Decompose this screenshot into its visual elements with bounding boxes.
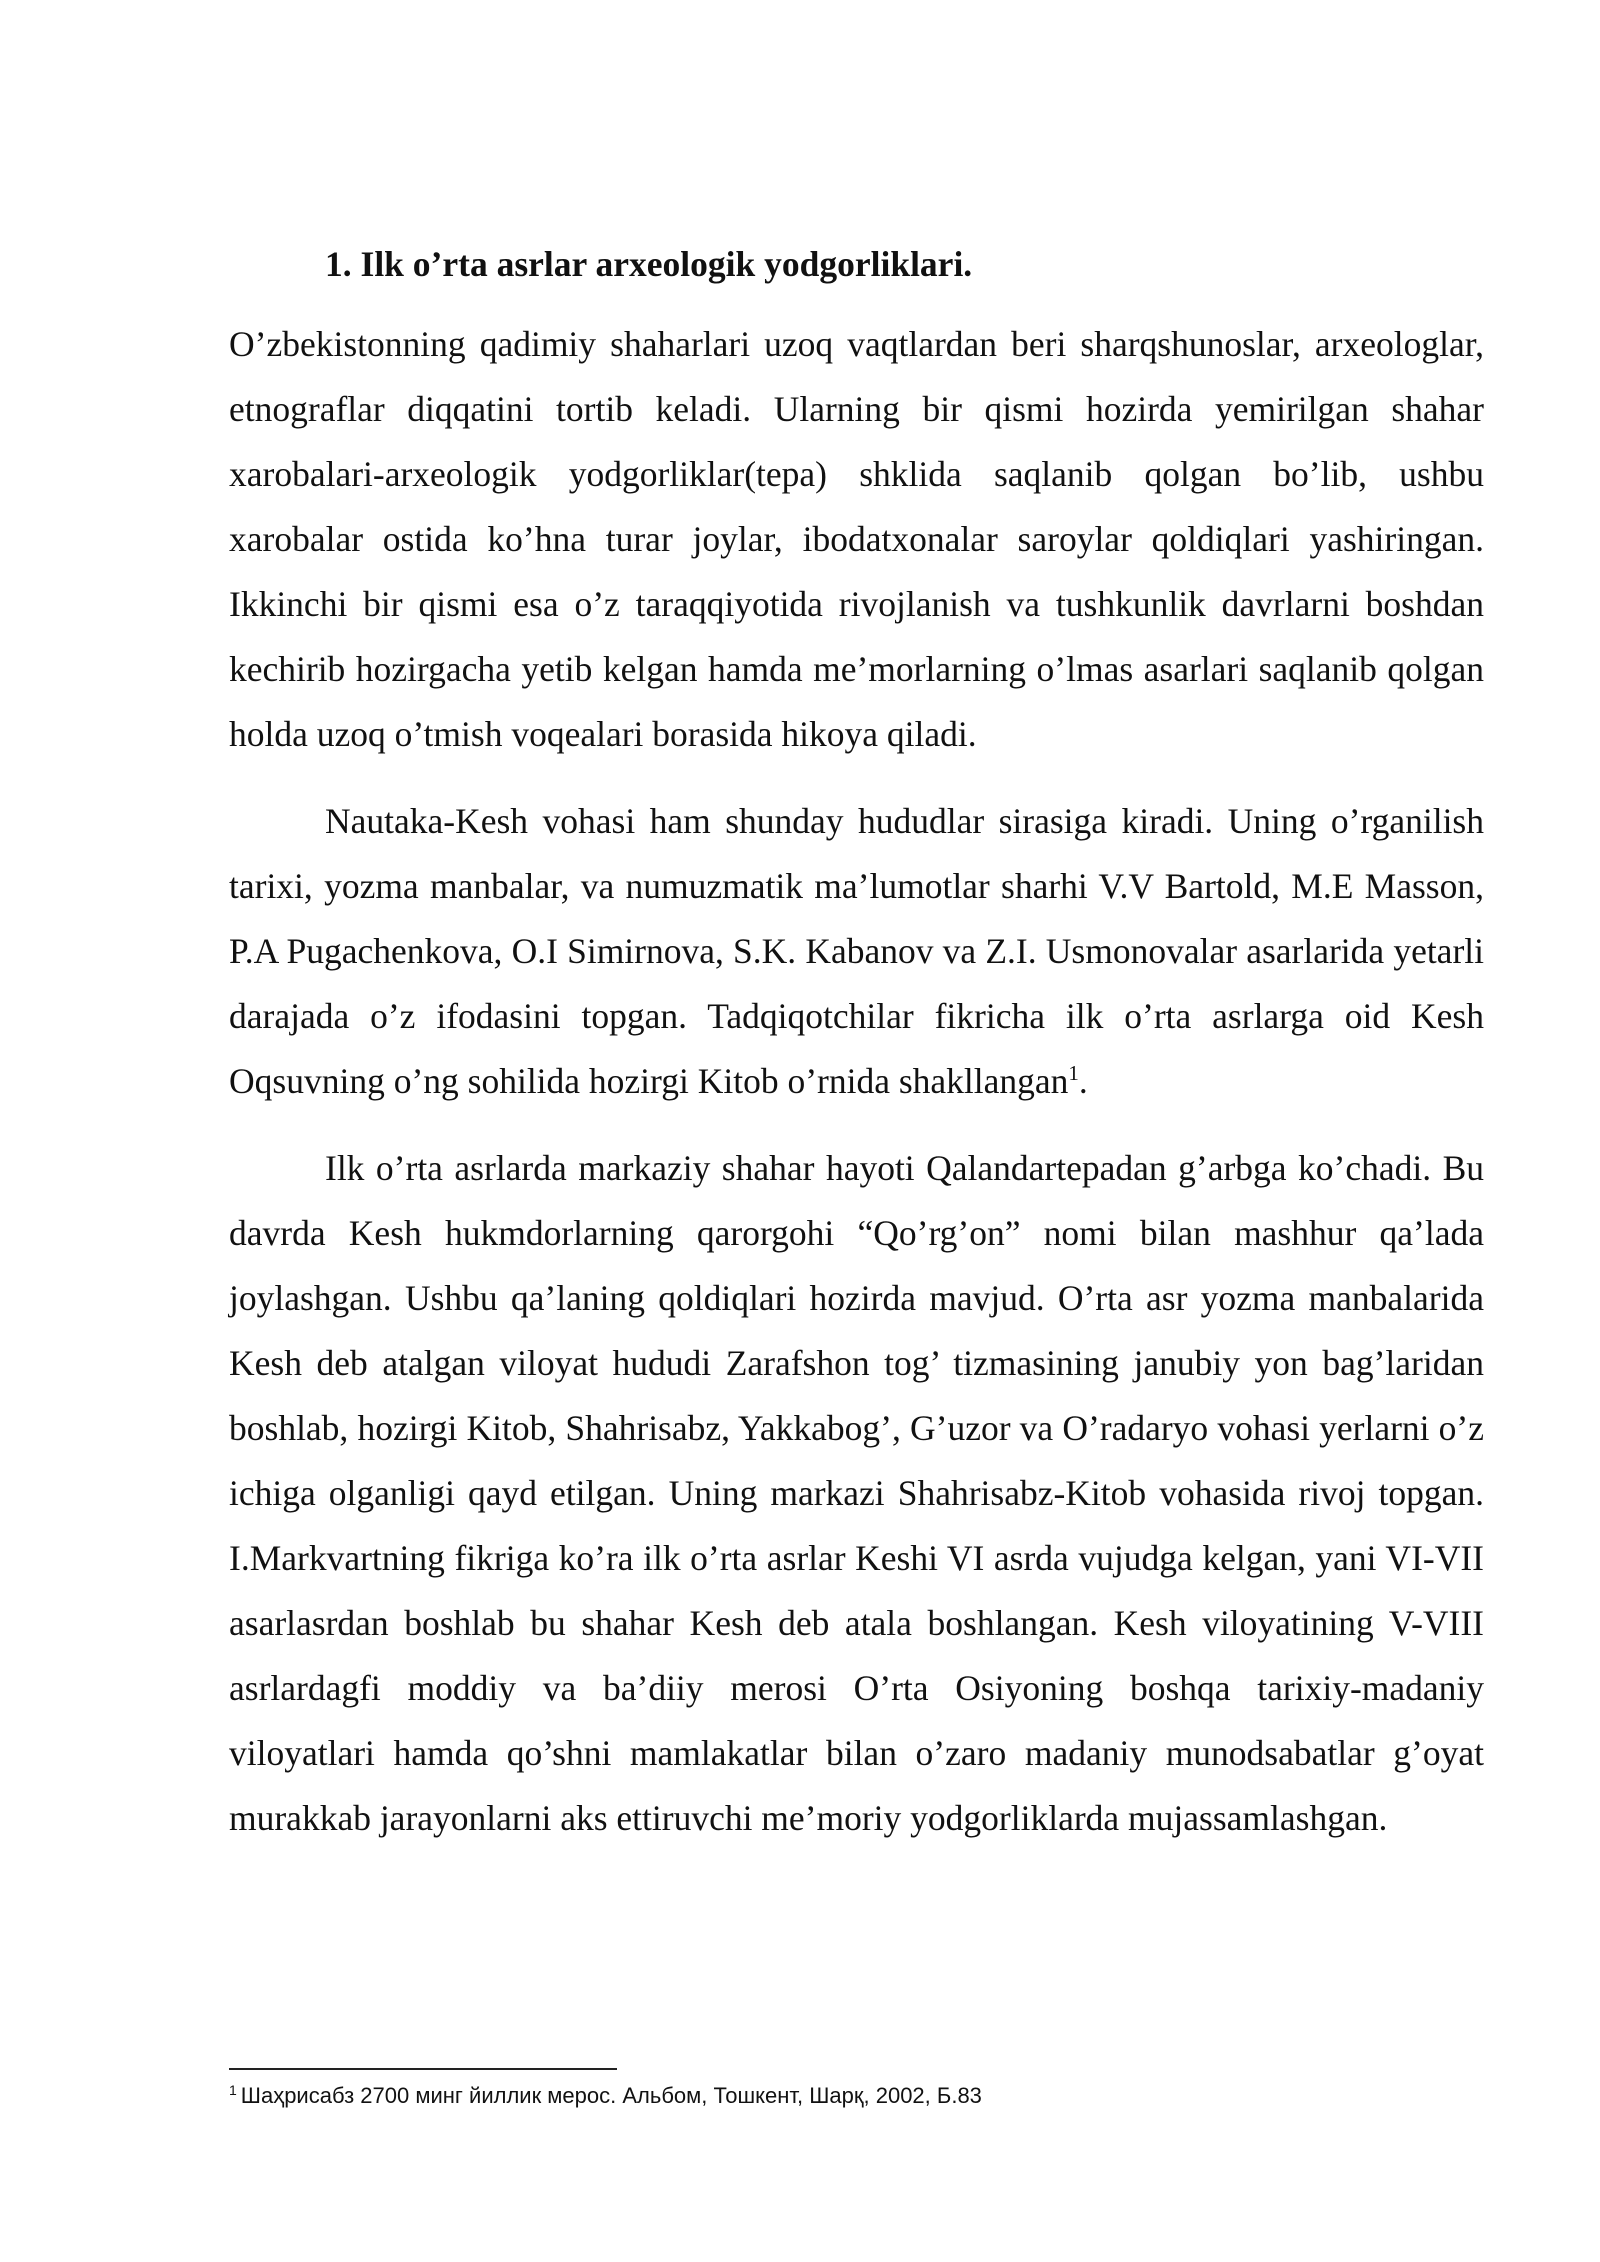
footnote-mark: 1	[229, 2081, 237, 2098]
paragraph-2	[229, 789, 1484, 1114]
paragraph-3: Ilk o’rta asrlarda markaziy shahar hayoti Qalandartepadan g’arbga ko’chadi. Bu davrda Kesh hukmdorlarning qarorgohi “Qo’rg’on” nomi bilan mashhur qa’lada joylashgan. Ushbu qa’laning qoldiqlari hozirda mavjud. O’rta asr yozma manbalarida Kesh deb atalgan viloyat hududi Zarafshon tog’ tizmasining janubiy yon bag’laridan boshlab, hozirgi Kitob, Shahrisabz, Yakkabog’, G’uzor va O’radaryo vohasi yerlarni o’z ichiga olganligi qayd etilgan. Uning markazi Shahrisabz-Kitob vohasida rivoj topgan. I.Markvartning fikriga ko’ra ilk o’rta asrlar Keshi VI asrda vujudga kelgan, yani VI-VII asarlasrdan boshlab bu shahar Kesh deb atala boshlangan. Kesh viloyatining V-VIII asrlardagfi moddiy va ba’diiy merosi O’rta Osiyoning boshqa tarixiy-madaniy viloyatlari hamda qo’shni mamlakatlar bilan o’zaro madaniy munodsabatlar g’oyat murakkab jarayonlarni aks ettiruvchi me’moriy yodgorliklarda mujassamlashgan.	[229, 1148, 1484, 1838]
document-body	[229, 236, 1484, 1873]
footnote-separator	[229, 2068, 617, 2070]
footnote-text: Шаҳрисабз 2700 минг йиллик мерос. Альбом, Тошкент, Шарқ, 2002, Б.83	[240, 2083, 982, 2108]
section-heading: 1. Ilk o’rta asrlar arxeologik yodgorliklari.	[325, 244, 973, 284]
footnote	[229, 2080, 1484, 2112]
paragraph-1: O’zbekistonning qadimiy shaharlari uzoq vaqtlardan beri sharqshunoslar, arxeologlar, etnograflar diqqatini tortib keladi. Ularning bir qismi hozirda yemirilgan shahar xarobalari-arxeologik yodgorliklar(tepa) shklida saqlanib qolgan bo’lib, ushbu xarobalar ostida ko’hna turar joylar, ibodatxonalar saroylar qoldiqlari yashiringan. Ikkinchi bir qismi esa o’z taraqqiyotida rivojlanish va tushkunlik davrlarni boshdan kechirib hozirgacha yetib kelgan hamda me’morlarning o’lmas asarlari saqlanib qolgan holda uzoq o’tmish voqealari borasida hikoya qiladi.	[229, 324, 1484, 754]
footnote-reference[interactable]: 1	[1068, 1061, 1079, 1086]
paragraph-2-text: Nautaka-Kesh vohasi ham shunday hududlar sirasiga kiradi. Uning o’rganilish tarixi, yozma manbalar, va numuzmatik ma’lumotlar sharhi V.V Bartold, M.E Masson, P.A Pugachenkova, O.I Simirnova, S.K. Kabanov va Z.I. Usmonovalar asarlarida yetarli darajada o’z ifodasini topgan. Tadqiqotchilar fikricha ilk o’rta asrlarga oid Kesh Oqsuvning o’ng sohilida hozirgi Kitob o’rnida shakllangan	[229, 801, 1484, 1101]
paragraph-2-tail: .	[1078, 1061, 1088, 1101]
